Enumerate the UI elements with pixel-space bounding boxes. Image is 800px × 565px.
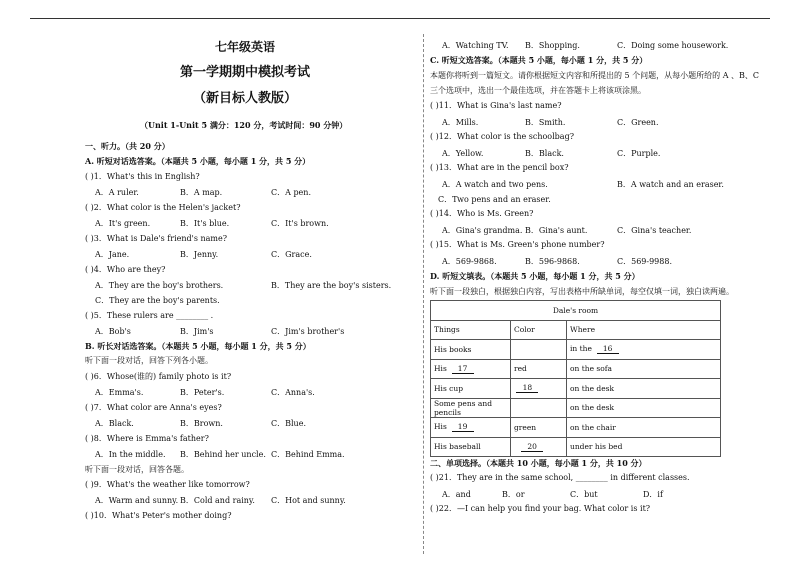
question-10: ( )10．What's Peter's mother doing? [85,511,232,520]
option: A．They are the boy's brothers. [95,281,224,290]
question-21: ( )21．They are in the same school, ________ in different classes. [430,473,690,482]
exam-subject: 七年级英语 [214,40,275,54]
answer-blank[interactable]: 16 [597,344,619,354]
answer-blank[interactable]: 19 [452,422,474,432]
question-13: ( )13．What are in the pencil box? [430,163,569,172]
answer-blank[interactable]: 20 [521,442,543,452]
table-cell [431,359,511,379]
option: A．Warm and sunny. [95,496,179,505]
table-cell [431,418,511,438]
option: A．569-9868. [442,257,497,266]
option: B．Black. [525,149,564,158]
top-rule [30,18,770,19]
option: C．Purple. [617,149,661,158]
cell-text: in the [570,344,592,354]
table-cell: on the chair [567,418,721,438]
section-multiple-choice: 二、单项选择。（本题共 10 小题，每小题 1 分，共 10 分） [430,458,647,468]
option: C．Blue. [271,419,306,428]
option: C．It's brown. [271,219,329,228]
exam-edition: （新目标人教版） [192,91,297,106]
question-1: ( )1．What's this in English? [85,172,200,181]
column-divider [423,34,424,554]
option: B．Cold and rainy. [180,496,255,505]
question-6: ( )6．Whose(谁的) family photo is it? [85,372,232,381]
table-cell: on the desk [567,398,721,418]
table-cell: Some pens and pencils [431,398,511,418]
table-cell: red [511,359,567,379]
table-row [431,418,721,438]
question-15: ( )15．What is Ms. Green's phone number? [430,240,605,249]
option: A．Black. [95,419,134,428]
table-header: Things [431,320,511,340]
question-12: ( )12．What color is the schoolbag? [430,132,574,141]
option: A．Watching TV. [442,41,509,50]
option: B．A watch and an eraser. [617,180,724,189]
option: A．In the middle. [95,450,166,459]
table-cell [511,398,567,418]
part-a-heading: A. 听短对话选答案。（本题共 5 小题，每小题 1 分，共 5 分） [85,156,311,166]
option: C．but [570,490,598,499]
answer-blank[interactable]: 18 [516,383,538,393]
part-b-heading: B. 听长对话选答案。（本题共 5 小题，每小题 1 分，共 5 分） [85,341,311,351]
option: C．They are the boy's parents. [95,296,220,305]
part-c-note-1: 本题你将听到一篇短文。请你根据短文内容和所提出的 5 个问题，从每小题所给的 A 、B、C [430,71,760,80]
part-c-heading: C. 听短文选答案。（本题共 5 小题，每小题 1 分，共 5 分） [430,55,648,65]
option: B．Jim's [180,327,214,336]
cell-text: His [434,422,447,432]
question-14: ( )14．Who is Ms. Green? [430,209,534,218]
option: C．Behind Emma. [271,450,345,459]
table-row [431,359,721,379]
table-cell: on the sofa [567,359,721,379]
part-c-note-2: 三个选项中，选出一个最佳选项，并在答题卡上将该项涂黑。 [430,86,646,95]
option: C．Jim's brother's [271,327,345,336]
option: C．A pen. [271,188,311,197]
option: A．Mills. [442,118,479,127]
option: D．if [643,490,663,499]
table-row [431,340,721,360]
table-header: Color [511,320,567,340]
part-d-note: 听下面一段独白，根据独白内容，写出表格中所缺单词，每空仅填一词，独白读两遍。 [430,287,734,296]
table-row [431,398,721,418]
option: A．Emma's. [95,388,144,397]
option: A．Bob's [95,327,131,336]
question-2: ( )2．What color is the Helen's jacket? [85,203,241,212]
option: B．596-9868. [525,257,580,266]
option: C．Green. [617,118,659,127]
option: B．Jenny. [180,250,219,259]
question-7: ( )7．What color are Anna's eyes? [85,403,222,412]
option: B．or [502,490,525,499]
option: C．569-9988. [617,257,672,266]
option: C．Grace. [271,250,312,259]
option: C．Anna's. [271,388,315,397]
exam-title: 第一学期期中模拟考试 [179,65,310,80]
option: A．and [442,490,471,499]
option: B．They are the boy's sisters. [271,281,392,290]
option: A．Gina's grandma. [442,226,523,235]
option: B．Gina's aunt. [525,226,588,235]
question-22: ( )22．—I can help you find your bag. What color is it? [430,504,651,513]
part-b-note: 听下面一段对话，回答下列各小题。 [85,356,213,365]
section-listening: 一、听力。（共 20 分） [85,141,170,151]
table-cell: His baseball [431,437,511,457]
option: A．It's green. [95,219,151,228]
exam-info: （Unit 1-Unit 5 满分：120 分，考试时间：90 分钟） [140,120,348,130]
table-cell: His books [431,340,511,360]
table-cell [511,340,567,360]
option: B．Brown. [180,419,223,428]
option: B．Peter's. [180,388,225,397]
option: A．A ruler. [95,188,139,197]
question-9: ( )9．What's the weather like tomorrow? [85,480,250,489]
table-cell: His cup [431,379,511,399]
table-row [431,379,721,399]
option: B．Behind her uncle. [180,450,266,459]
part-b-note-2: 听下面一段对话，回答各题。 [85,465,189,474]
dales-room-table [430,300,721,457]
table-row [431,437,721,457]
option: A．Yellow. [442,149,484,158]
table-cell [511,379,567,399]
option: A．A watch and two pens. [442,180,548,189]
option: B．Smith. [525,118,566,127]
option: C．Hot and sunny. [271,496,346,505]
table-cell: on the desk [567,379,721,399]
table-header: Where [567,320,721,340]
table-cell: under his bed [567,437,721,457]
table-cell [567,340,721,360]
question-5: ( )5．These rulers are ________ . [85,311,214,320]
table-cell [511,437,567,457]
part-d-heading: D. 听短文填表。（本题共 5 小题，每小题 1 分，共 5 分） [430,271,640,281]
question-3: ( )3．What is Dale's friend's name? [85,234,228,243]
option: B．Shopping. [525,41,580,50]
question-8: ( )8．Where is Emma's father? [85,434,209,443]
option: C．Two pens and an eraser. [438,195,551,204]
question-4: ( )4．Who are they? [85,265,166,274]
answer-blank[interactable]: 17 [452,364,474,374]
option: C．Doing some housework. [617,41,729,50]
cell-text: His [434,363,447,373]
question-11: ( )11．What is Gina's last name? [430,101,562,110]
option: C．Gina's teacher. [617,226,692,235]
table-header-row [431,320,721,340]
table-caption: Dale's room [431,301,721,321]
option: B．A map. [180,188,223,197]
table-cell: green [511,418,567,438]
option: B．It's blue. [180,219,230,228]
option: A．Jane. [95,250,130,259]
